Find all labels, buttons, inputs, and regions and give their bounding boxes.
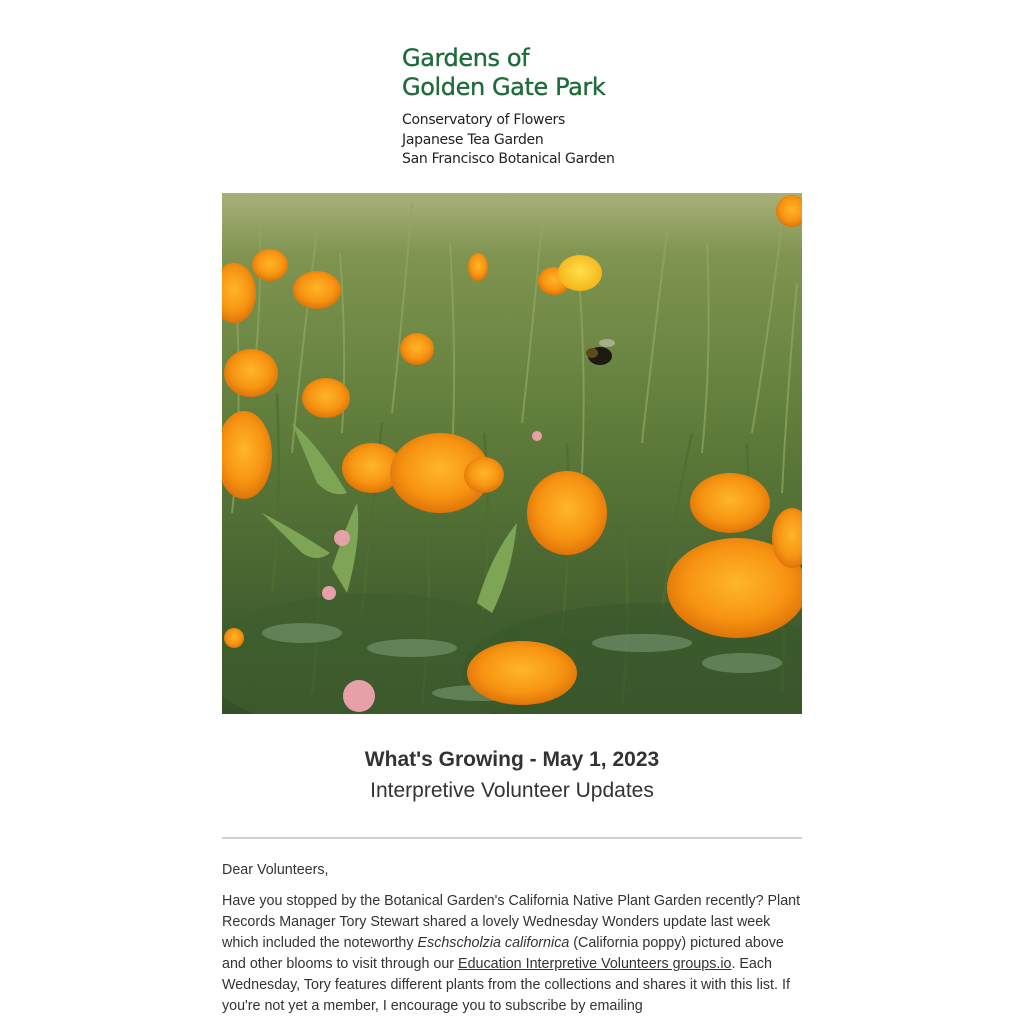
garden-tea-garden: Japanese Tea Garden <box>402 131 544 148</box>
species-name: Eschscholzia californica <box>417 935 570 951</box>
paragraph-text-a: Have you stopped by the Botanical Garden's California Native Plant Garden recently? Plant Records Manager Tory Stewart shared a lovely Wednesday Wonders update last week which included the noteworthy <box>222 893 801 951</box>
brand-title-line1: Gardens of <box>402 44 530 72</box>
california-poppy-photo-icon <box>222 193 802 714</box>
paragraph-text-b: (California poppy) pictured above and other blooms to visit through our <box>222 935 784 972</box>
brand-title <box>402 44 662 102</box>
brand-title-line2: Golden Gate Park <box>402 73 606 101</box>
newsletter-subtitle: Interpretive Volunteer Updates <box>370 779 654 802</box>
paragraph-text-c: . Each Wednesday, Tory features different plants from the collections and shares it with this list. If you're not yet a member, I encourage you to subscribe by emailing <box>222 956 790 1014</box>
newsletter-headline <box>222 746 802 805</box>
body-paragraph <box>222 891 802 1017</box>
brand-header <box>402 44 662 170</box>
garden-list <box>402 111 662 170</box>
greeting: Dear Volunteers, <box>222 862 329 878</box>
groups-io-link[interactable]: Education Interpretive Volunteers groups.io <box>458 956 732 972</box>
divider <box>222 837 802 839</box>
garden-botanical: San Francisco Botanical Garden <box>402 151 615 167</box>
hero-image <box>222 193 802 714</box>
garden-conservatory: Conservatory of Flowers <box>402 112 565 128</box>
newsletter-title: What's Growing - May 1, 2023 <box>364 748 660 771</box>
newsletter-body <box>222 860 802 1024</box>
